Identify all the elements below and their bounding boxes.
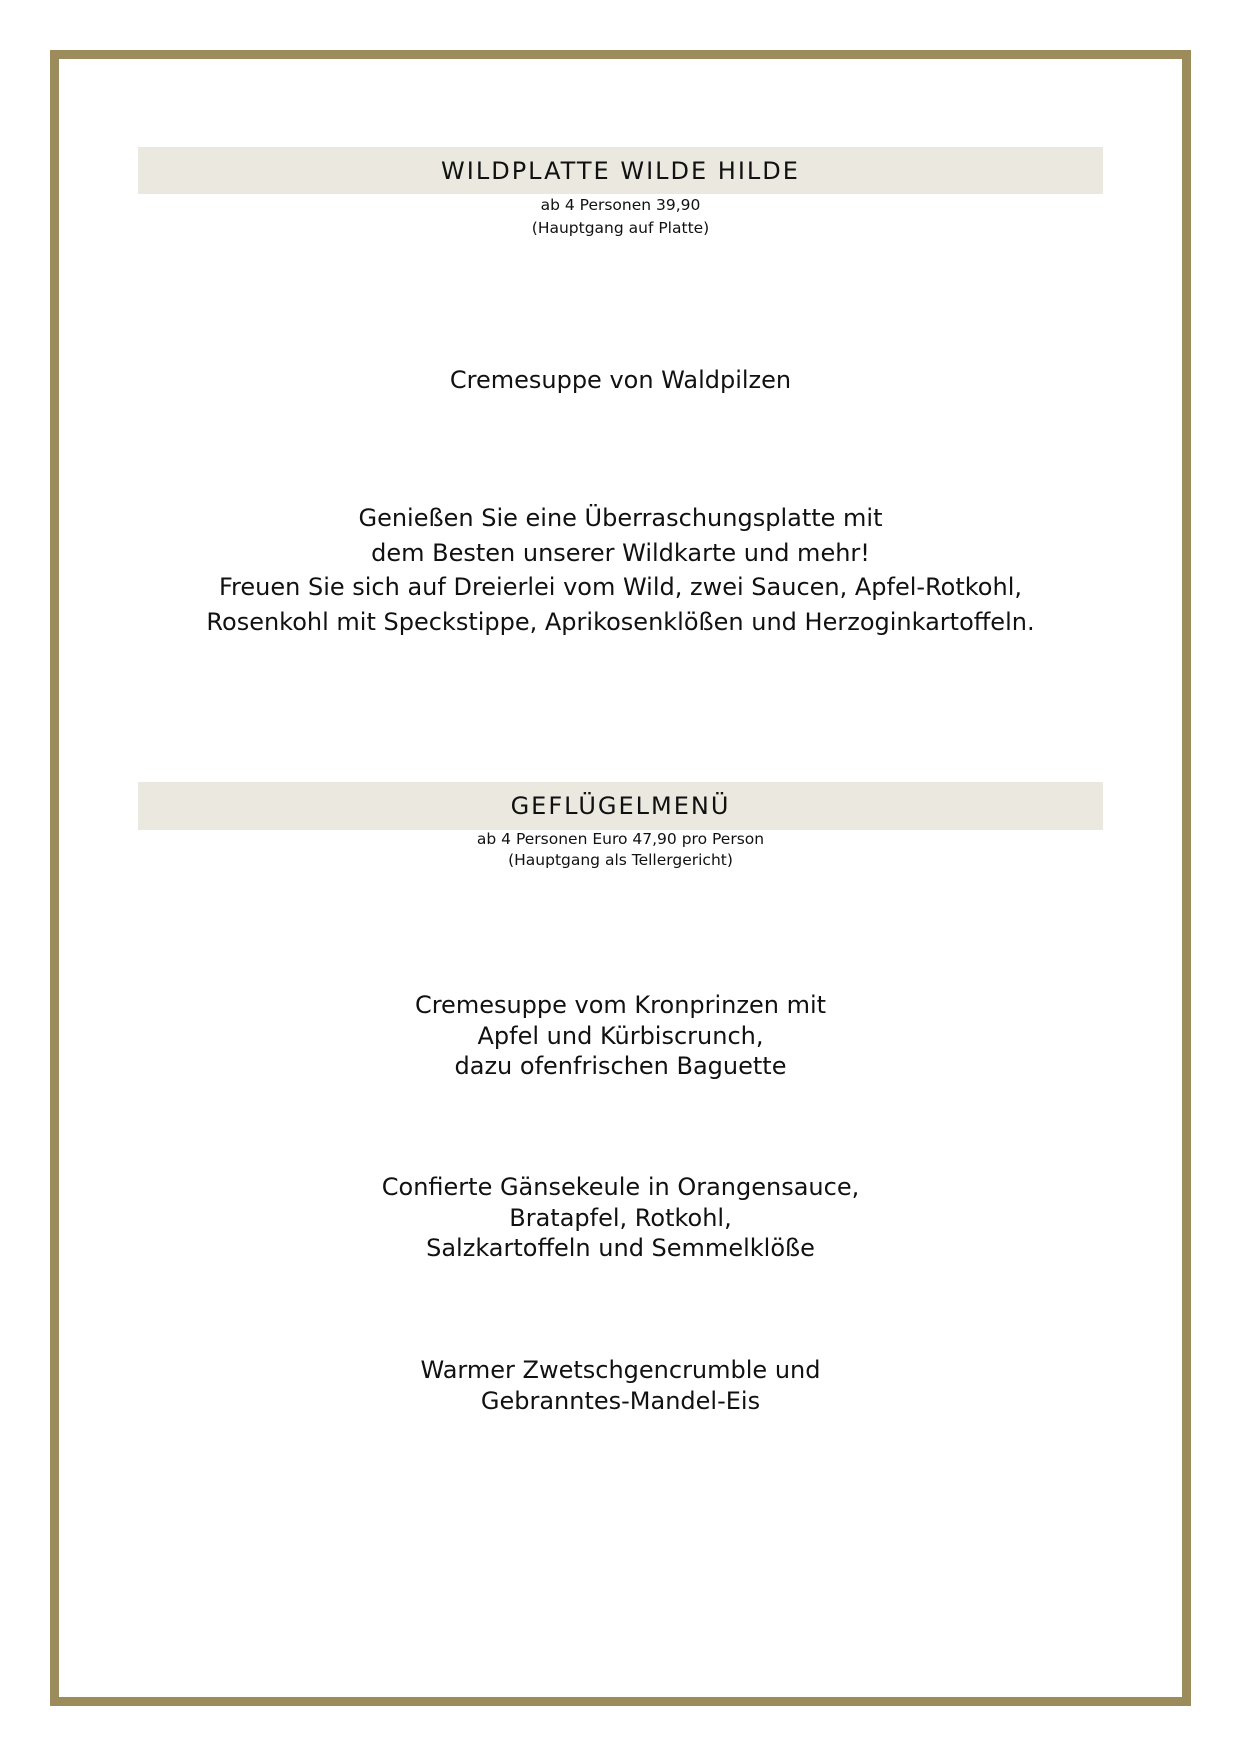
price-line: ab 4 Personen 39,90 <box>540 196 701 214</box>
section-header-wildplatte <box>138 147 1103 194</box>
price-line: ab 4 Personen Euro 47,90 pro Person <box>476 830 765 848</box>
course-line: Apfel und Kürbiscrunch, <box>477 1021 764 1050</box>
course-line: Salzkartoffeln und Semmelklöße <box>426 1234 815 1262</box>
section-subtitle <box>138 829 1103 871</box>
course-line: Cremesuppe vom Kronprinzen mit <box>414 991 827 1019</box>
serving-note: (Hauptgang auf Platte) <box>531 219 710 237</box>
section-header-gefluegelmenue <box>138 782 1103 830</box>
course-line: dazu ofenfrischen Baguette <box>454 1052 787 1080</box>
section-subtitle <box>138 194 1103 240</box>
course-line: Confierte Gänsekeule in Orangensauce, <box>381 1173 860 1201</box>
section-title: GEFLÜGELMENÜ <box>510 792 731 820</box>
course-line: Cremesuppe von Waldpilzen <box>449 366 792 394</box>
course-line: Genießen Sie eine Überraschungsplatte mit <box>358 504 883 532</box>
section-title: WILDPLATTE WILDE HILDE <box>441 156 800 185</box>
course-main <box>138 1172 1103 1264</box>
course-main-platter <box>138 501 1103 639</box>
serving-note: (Hauptgang als Tellergericht) <box>508 851 733 869</box>
course-line: Bratapfel, Rotkohl, <box>509 1203 732 1232</box>
course-line: Freuen Sie sich auf Dreierlei vom Wild, zwei Saucen, Apfel-Rotkohl, <box>218 573 1022 601</box>
course-soup <box>138 990 1103 1082</box>
course-line: Gebranntes-Mandel-Eis <box>480 1386 761 1415</box>
course-line: dem Besten unserer Wildkarte und mehr! <box>371 538 870 567</box>
course-soup <box>138 363 1103 397</box>
course-line: Warmer Zwetschgencrumble und <box>420 1356 821 1384</box>
course-dessert <box>138 1355 1103 1416</box>
course-line: Rosenkohl mit Speckstippe, Aprikosenklößen und Herzoginkartoffeln. <box>206 607 1035 636</box>
page-border-frame <box>50 50 1191 1706</box>
